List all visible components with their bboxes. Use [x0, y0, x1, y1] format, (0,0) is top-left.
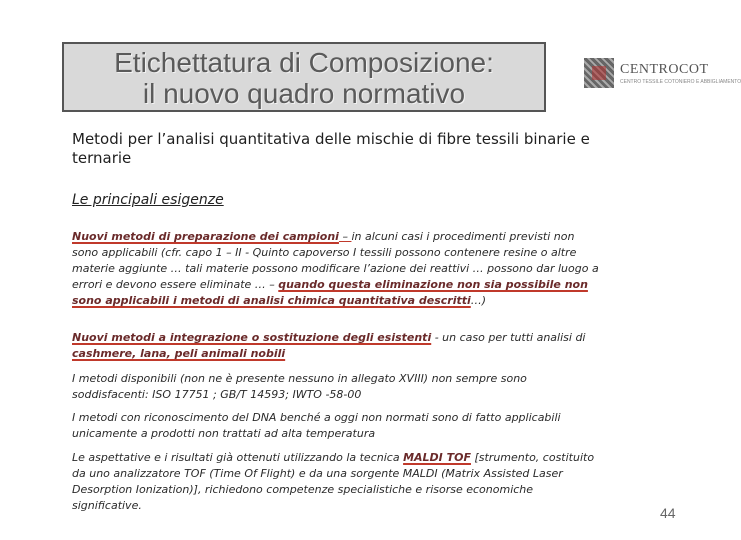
highlight-methods-not-applicable: quando questa eliminazione non sia possibile non sono applicabili i metodi di analisi chimica quantitativa descritti [72, 278, 588, 307]
highlight-cashmere: cashmere, lana, peli animali nobili [72, 347, 286, 360]
slide-title-line2: il nuovo quadro normativo [142, 78, 466, 109]
section-heading: Le principali esigenze [72, 192, 224, 208]
logo-mark-icon [584, 58, 614, 88]
highlight-sample-preparation: Nuovi metodi di preparazione dei campioni [72, 230, 339, 243]
slide-title [62, 42, 546, 112]
paragraph-text-end: …) [470, 294, 487, 307]
paragraph-sample-preparation [72, 229, 602, 309]
paragraph-dna-methods: I metodi con riconoscimento del DNA benché a oggi non normati sono di fatto applicabili unicamente a prodotti non trattati ad alta temperatura [72, 411, 561, 440]
highlight-new-methods: Nuovi metodi a integrazione o sostituzione degli esistenti [72, 331, 432, 344]
paragraph-maldi-tof [72, 450, 602, 514]
page-number: 44 [660, 505, 676, 521]
paragraph-text-end: [strumento, costituito da uno analizzatore TOF (Time Of Flight) e da una sorgente MALDI (Matrix Assisted Laser Desorption Ionization)], richiedono competenze specialistiche e risorse economiche significative. [72, 451, 595, 512]
highlight-maldi-tof: MALDI TOF [403, 451, 471, 464]
paragraph-text: in alcuni casi i procedimenti previsti non sono applicabili (cfr. capo 1 – II - Quinto capoverso I tessili possono contenere resine o altre materie aggiunte … tali materie possono modificare l’azione dei reattivi … possono dar luogo a errori e devono essere eliminate … – [72, 230, 599, 291]
paragraph-new-methods [72, 330, 602, 362]
logo-tagline: CENTRO TESSILE COTONIERO E ABBIGLIAMENTO [620, 79, 741, 85]
paragraph-text: - un caso per tutti analisi di [431, 331, 586, 344]
slide-title-line1: Etichettatura di Composizione: [114, 47, 494, 78]
centrocot-logo [584, 56, 741, 90]
paragraph-text: Le aspettative e i risultati già ottenuti utilizzando la tecnica [72, 451, 404, 464]
slide-subtitle: Metodi per l’analisi quantitativa delle mischie di fibre tessili binarie e ternarie [72, 130, 590, 167]
paragraph-available-methods: I metodi disponibili (non ne è presente nessuno in allegato XVIII) non sempre sono soddisfacenti: ISO 17751 ; GB/T 14593; IWTO -58-00 [72, 372, 527, 401]
logo-name: CENTROCOT [620, 62, 709, 77]
dash-marker: – [338, 230, 352, 243]
